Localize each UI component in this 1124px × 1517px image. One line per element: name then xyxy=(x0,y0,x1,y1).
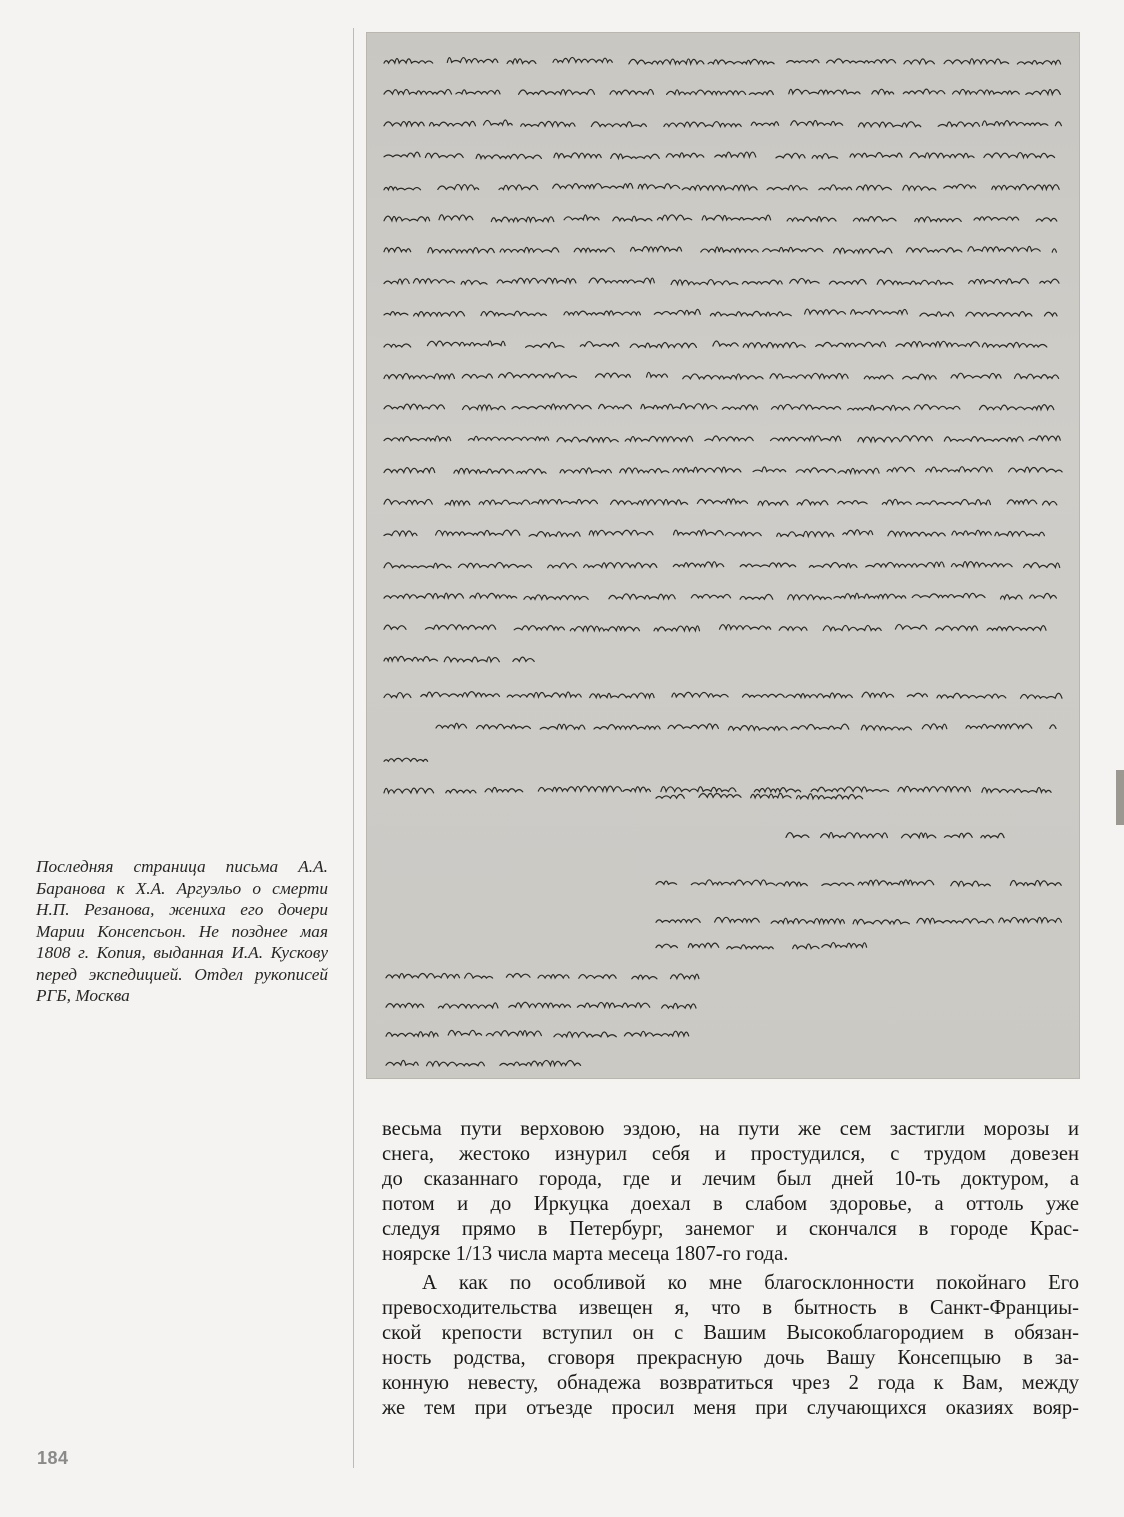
handwriting-line xyxy=(384,183,1059,190)
text-line: ность родства, сговоря прекрасную дочь Вашу Консепцыю в за- xyxy=(382,1347,1079,1369)
handwriting-line xyxy=(384,152,1055,158)
handwriting-line xyxy=(386,1060,581,1065)
handwriting-line xyxy=(386,973,699,979)
handwriting-line xyxy=(384,404,1054,410)
text-line: снега, жестоко изнурил себя и простудился, с трудом довезен xyxy=(382,1143,1079,1165)
handwriting-line xyxy=(386,1002,696,1008)
text-line: ской крепости вступил он с Вашим Высокоблагородием в обязан- xyxy=(382,1322,1079,1344)
column-divider xyxy=(353,28,354,1468)
handwriting-line xyxy=(786,833,1004,838)
handwriting-line xyxy=(384,215,1057,222)
handwriting-line xyxy=(656,880,1061,886)
handwriting-line xyxy=(656,793,863,798)
handwriting-line xyxy=(384,758,428,761)
handwriting-line xyxy=(384,278,1059,285)
handwriting-line xyxy=(384,624,1046,630)
handwriting-line xyxy=(384,692,1062,699)
handwriting-line xyxy=(384,57,1061,64)
paragraph-2 xyxy=(382,1271,1079,1421)
text-line: ноярске 1/13 числа марта месеца 1807-го года. xyxy=(382,1243,789,1265)
text-line: весьма пути верховою эздою, на пути же сем застигли морозы и xyxy=(382,1118,1079,1140)
handwriting-line xyxy=(384,562,1060,568)
handwriting-line xyxy=(384,499,1057,505)
handwriting-line xyxy=(384,120,1061,127)
handwriting-line xyxy=(384,89,1060,94)
handwriting-line xyxy=(384,530,1044,537)
body-text xyxy=(382,1117,1079,1421)
handwriting-line xyxy=(384,467,1062,474)
text-line: же тем при отъезде просил меня при случающихся оказиях вояр- xyxy=(382,1397,1079,1419)
handwriting-line xyxy=(384,786,1051,793)
handwriting-line xyxy=(384,656,534,661)
handwriting-line xyxy=(384,372,1059,379)
handwriting-line xyxy=(384,246,1056,253)
handwriting-line xyxy=(384,341,1047,347)
text-line: до сказаннаго города, где и лечим был дней 10-ть доктуром, а xyxy=(382,1168,1079,1190)
handwriting-line xyxy=(656,917,1061,924)
text-line: следуя прямо в Петербург, занемог и скончался в городе Крас- xyxy=(382,1218,1079,1240)
text-line: потом и до Иркуцка доехал в слабом здоровье, а оттоль уже xyxy=(382,1193,1079,1215)
text-line: конную невесту, обнадежа возвратиться чрез 2 года к Вам, между xyxy=(382,1372,1079,1394)
handwriting-strokes xyxy=(366,32,1080,1079)
handwriting-line xyxy=(384,436,1060,442)
text-line: превосходительства извещен я, что в бытность в Санкт-Франциы- xyxy=(382,1297,1079,1319)
handwriting-line xyxy=(436,723,1056,730)
handwriting-line xyxy=(386,1030,689,1037)
letter-facsimile-image xyxy=(366,32,1080,1079)
handwriting-line xyxy=(384,593,1056,599)
text-line: А как по особливой ко мне благосклонности покойнаго Его xyxy=(422,1272,1079,1294)
page-number: 184 xyxy=(37,1448,69,1468)
handwriting-line xyxy=(384,309,1057,316)
handwriting-line xyxy=(656,943,867,949)
figure-caption: Последняя страница письма А.А. Баранова к Х.А. Аргуэльо о смерти Н.П. Резанова, жениха его дочери Марии Консепсьон. Не позднее мая 1808 г. Копия, выданная И.А. Кускову перед экспедицией. Отдел рукописей РГБ, Москва xyxy=(36,857,328,1005)
paragraph-1 xyxy=(382,1117,1079,1267)
page-edge-shadow xyxy=(1116,770,1124,825)
